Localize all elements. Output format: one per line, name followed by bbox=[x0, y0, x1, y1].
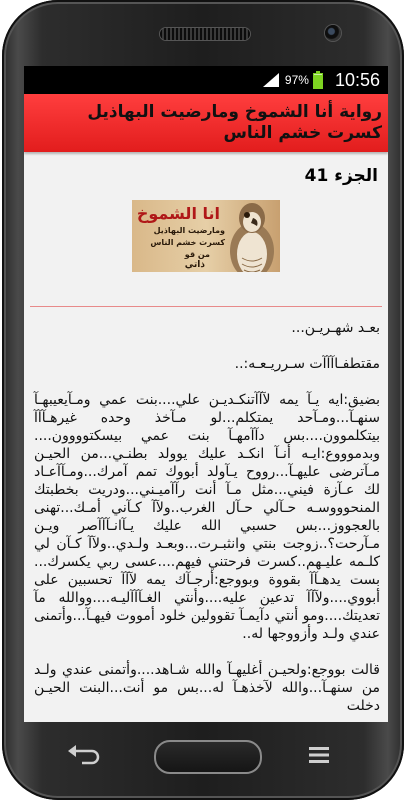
menu-button[interactable] bbox=[294, 741, 344, 769]
cover-line-1: ومارضيت البهاذيل bbox=[153, 226, 225, 235]
battery-icon bbox=[313, 71, 323, 89]
back-button[interactable] bbox=[60, 741, 110, 769]
content-divider bbox=[30, 306, 382, 307]
signal-icon bbox=[261, 72, 281, 88]
cover-line-2: كسرت خشم الناس bbox=[150, 238, 225, 247]
cover-line-4: ذاتي bbox=[184, 260, 205, 270]
earpiece-speaker bbox=[160, 28, 250, 40]
cover-image[interactable] bbox=[132, 200, 280, 272]
paragraph: قالت بووجع:ولحيـن أغليهـآ والله شـاهد....وأتمنى عندي ولـد من سنهـآ...والله لآخذهـآ له...بس مو أنت...البنت الحيـن دخلت bbox=[34, 662, 380, 714]
paragraph: مقتطفـاآآآت سـرريـعـه:.. bbox=[234, 356, 380, 372]
chapter-label: الجزء 41 bbox=[304, 166, 378, 186]
falcon-image bbox=[222, 200, 280, 272]
cover-line-3: من قو bbox=[184, 250, 210, 259]
paragraph: بعـد شهـريـن... bbox=[291, 320, 380, 336]
status-bar bbox=[24, 66, 388, 94]
menu-icon bbox=[294, 741, 344, 769]
page-title: رواية أنا الشموخ ومارضيت البهاذيل كسرت خشم الناس bbox=[87, 102, 382, 143]
story-content bbox=[24, 319, 388, 715]
back-icon bbox=[60, 741, 110, 769]
phone-frame bbox=[2, 0, 404, 800]
cover-title: انا الشموخ bbox=[136, 204, 220, 223]
clock: 10:56 bbox=[334, 69, 380, 90]
home-button[interactable] bbox=[154, 740, 262, 774]
paragraph: بضيق:ايه يـآ يمه لآآآتنكـديـن علي....بنت عمي ومـآيعيبهـآ سنهـآ...ومـآحد يمتكلم...لو مـآخذ وحده غيرهـآآآ بيتكلموون....بس دآآمهـآ بنت عمي بيسكتوووون.... وبدموووع:ايـه أنـآ انكـد عليك يوولد بطنـي...من الحيـن مـآترضى عليهـآ...رووح يـآولد أبووك تمم آمرك...ومـآآعـاد لك عـآزة فيني...مثل مـآ أنت رآآميـني...ودريت بخطبتك المنحوووسـه حـآلي حـآل الغرب..ولآآ كـآني أمـك...تهنى بالعجووز...بس حسبي الله عليك يـآانـآآآصر ويـن مـآرحت؟..زوجت بنتي وانثبـرت...وبعـد ولـدي..ولآآ كـآن لي كلـمه عليـهم..كسرت فرحتني فيهم....عسى ربي يكسرك... بست يدهـآآ بقووة وبووجع:أرجـآك يمه لآآآ تحسبين على أبووي....ولآآآ تدعين عليه....وأنتي الغـآآآليـه....ووالله مآ تعديتك....ومو أنتي دآيمـآ تقوولين خلود أمووت فيهـآ...وأتمنى عندي ولـد وأزووجها له.. bbox=[34, 392, 380, 642]
screen bbox=[24, 66, 388, 722]
battery-percent: 97% bbox=[284, 73, 309, 87]
chapter-heading bbox=[24, 152, 388, 186]
page-title-bar bbox=[24, 94, 388, 152]
front-camera bbox=[325, 25, 341, 41]
